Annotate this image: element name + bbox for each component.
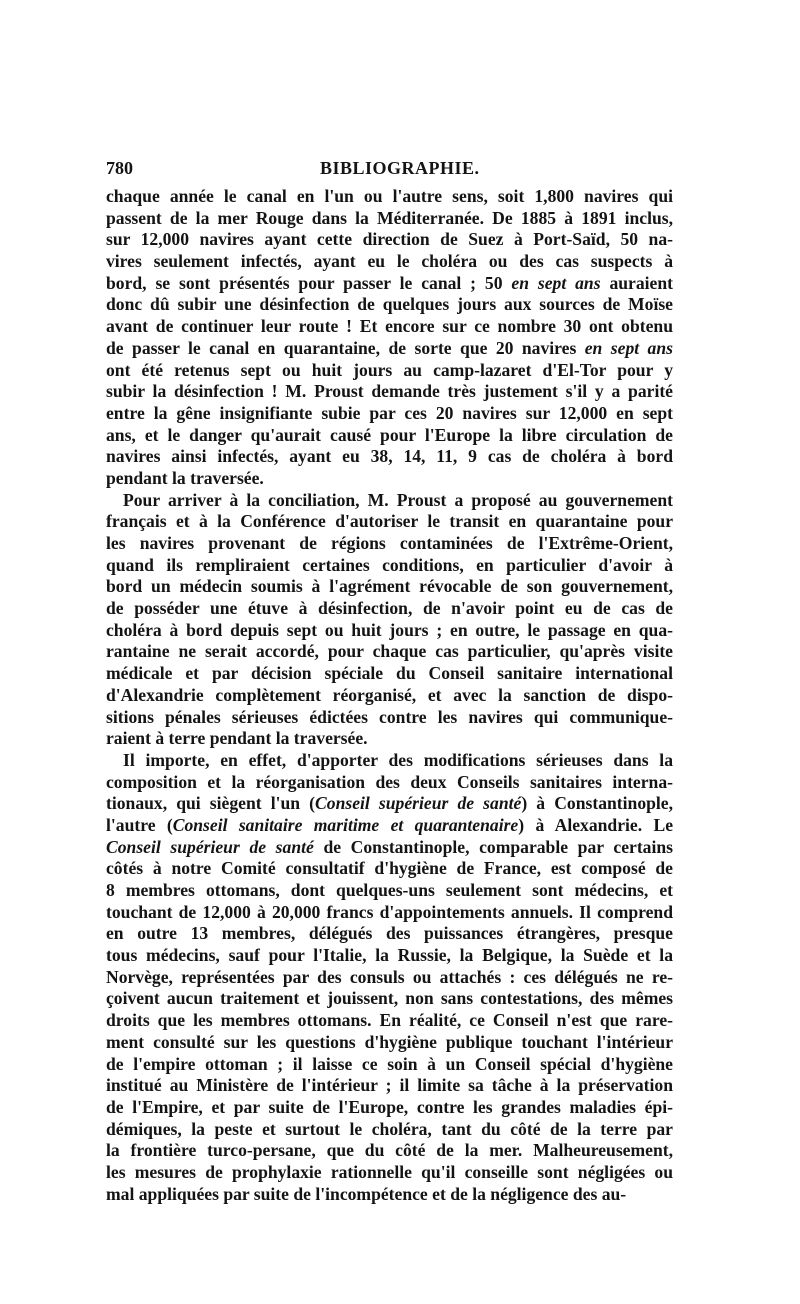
text-line: les navires provenant de régions contaminées de l'Extrême-Orient, — [106, 533, 673, 553]
text-line: chaque année le canal en l'un ou l'autre sens, soit 1,800 navires qui — [106, 186, 673, 206]
text-line: les mesures de prophylaxie rationnelle qu'il conseille sont négligées ou — [106, 1161, 673, 1182]
text-line: rantaine ne serait accordé, pour chaque cas particulier, qu'après visite — [106, 641, 673, 662]
text-line: français et à la Conférence d'autoriser le transit en quarantaine pour — [106, 511, 673, 532]
text-line: mal appliquées par suite de l'incompétence et de la négligence des au- — [106, 1183, 627, 1204]
text-line: pendant la traversée. — [106, 467, 264, 488]
text-line: droits que les membres ottomans. En réalité, ce Conseil n'est que rare- — [106, 1010, 673, 1031]
text-line: de l'Empire, et par suite de l'Europe, contre les grandes maladies épi- — [106, 1096, 673, 1117]
page-header — [106, 158, 676, 182]
text-line: vires seulement infectés, ayant eu le choléra ou des cas suspects à — [106, 251, 673, 272]
running-title: BIBLIOGRAPHIE. — [320, 158, 480, 178]
text-line: la frontière turco-persane, que du côté de la mer. Malheureusement, — [106, 1140, 673, 1161]
text-line: entre la gêne insignifiante subie par ces 20 navires sur 12,000 en sept — [106, 402, 673, 423]
body-text — [106, 186, 673, 1205]
text-line: navires ainsi infectés, ayant eu 38, 14, 11, 9 cas de choléra à bord — [106, 446, 673, 467]
text-line: l'autre (Conseil sanitaire maritime et quarantenaire) à Alexandrie. Le — [106, 814, 673, 835]
text-line: touchant de 12,000 à 20,000 francs d'appointements annuels. Il comprend — [106, 901, 673, 922]
text-line: institué au Ministère de l'intérieur ; il limite sa tâche à la préservation — [106, 1075, 673, 1096]
paragraph — [106, 490, 673, 750]
text-line: démiques, la peste et surtout le choléra, tant du côté de la terre par — [106, 1118, 673, 1139]
text-line: médicale et par décision spéciale du Conseil sanitaire international — [106, 663, 673, 684]
text-line: en outre 13 membres, délégués des puissances étrangères, presque — [106, 923, 673, 944]
text-line: Il importe, en effet, d'apporter des modifications sérieuses dans la — [123, 749, 673, 770]
text-line: choléra à bord depuis sept ou huit jours ; en outre, le passage en qua- — [106, 619, 673, 640]
text-line: ans, et le danger qu'aurait causé pour l'Europe la libre circulation de — [106, 424, 673, 445]
text-line: de passer le canal en quarantaine, de sorte que 20 navires en sept ans — [106, 337, 673, 358]
page-number: 780 — [106, 158, 133, 178]
paragraph — [106, 186, 673, 490]
paragraph — [106, 750, 673, 1205]
text-line: composition et la réorganisation des deux Conseils sanitaires interna- — [106, 771, 673, 792]
text-line: Norvège, représentées par des consuls ou attachés : ces délégués ne re- — [106, 966, 673, 987]
text-line: de posséder une étuve à désinfection, de n'avoir point eu de cas de — [106, 598, 673, 619]
text-line: donc dû subir une désinfection de quelques jours aux sources de Moïse — [106, 294, 673, 315]
text-line: 8 membres ottomans, dont quelques-uns seulement sont médecins, et — [106, 880, 673, 900]
text-line: raient à terre pendant la traversée. — [106, 728, 368, 749]
text-line: Pour arriver à la conciliation, M. Proust a proposé au gouvernement — [123, 489, 673, 510]
text-line: çoivent aucun traitement et jouissent, non sans contestations, des mêmes — [106, 988, 673, 1009]
text-line: ont été retenus sept ou huit jours au camp-lazaret d'El-Tor pour y — [106, 359, 673, 380]
text-line: Conseil supérieur de santé de Constantinople, comparable par certains — [106, 836, 673, 857]
text-line: sitions pénales sérieuses édictées contre les navires qui communique- — [106, 706, 673, 727]
text-line: passent de la mer Rouge dans la Méditerranée. De 1885 à 1891 inclus, — [106, 207, 673, 228]
text-line: subir la désinfection ! M. Proust demande très justement s'il y a parité — [106, 381, 673, 402]
text-line: bord un médecin soumis à l'agrément révocable de son gouvernement, — [106, 576, 673, 597]
text-line: tous médecins, sauf pour l'Italie, la Russie, la Belgique, la Suède et la — [106, 945, 673, 966]
text-line: d'Alexandrie complètement réorganisé, et avec la sanction de dispo- — [106, 684, 673, 705]
text-line: quand ils rempliraient certaines conditions, en particulier d'avoir à — [106, 554, 673, 575]
text-line: côtés à notre Comité consultatif d'hygiène de France, est composé de — [106, 858, 673, 879]
text-line: avant de continuer leur route ! Et encore sur ce nombre 30 ont obtenu — [106, 316, 673, 337]
text-line: tionaux, qui siègent l'un (Conseil supérieur de santé) à Constantinople, — [106, 793, 673, 814]
text-line: de l'empire ottoman ; il laisse ce soin à un Conseil spécial d'hygiène — [106, 1053, 673, 1074]
text-line: sur 12,000 navires ayant cette direction de Suez à Port-Saïd, 50 na- — [106, 229, 673, 250]
text-line: bord, se sont présentés pour passer le canal ; 50 en sept ans auraient — [106, 272, 673, 293]
text-line: ment consulté sur les questions d'hygiène publique touchant l'intérieur — [106, 1031, 673, 1052]
